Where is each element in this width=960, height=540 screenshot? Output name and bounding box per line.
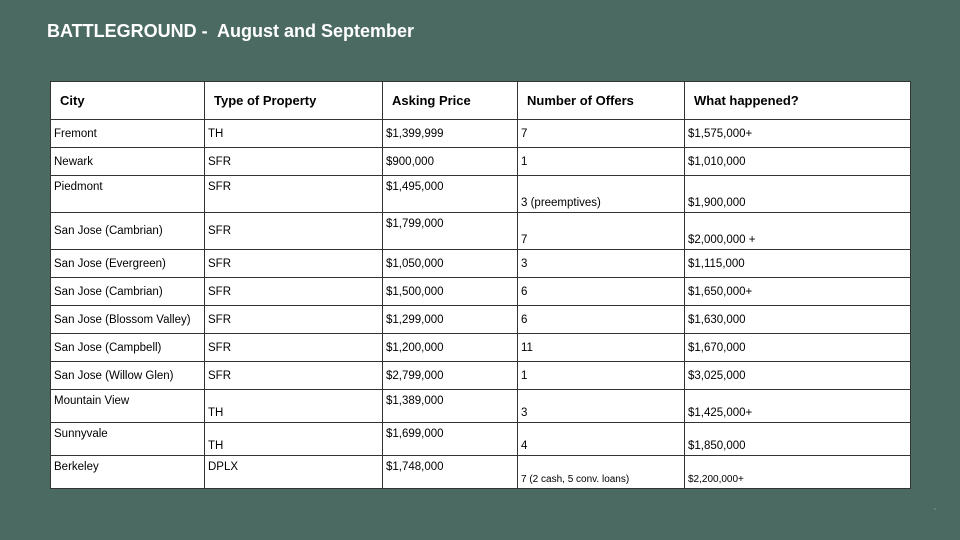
cell-offers: 4 xyxy=(518,423,685,456)
cell-asking-price: $900,000 xyxy=(383,148,518,176)
cell-outcome: $2,200,000+ xyxy=(685,456,911,489)
cell-offers: 6 xyxy=(518,306,685,334)
header-city: City xyxy=(51,82,205,120)
cell-outcome: $1,630,000 xyxy=(685,306,911,334)
cell-offers: 7 xyxy=(518,213,685,250)
cell-type: SFR xyxy=(205,362,383,390)
header-type-of-property: Type of Property xyxy=(205,82,383,120)
cell-outcome: $1,425,000+ xyxy=(685,390,911,423)
cell-asking-price: $1,799,000 xyxy=(383,213,518,250)
cell-offers: 1 xyxy=(518,362,685,390)
cell-asking-price: $1,200,000 xyxy=(383,334,518,362)
cell-outcome: $1,850,000 xyxy=(685,423,911,456)
cell-asking-price: $1,389,000 xyxy=(383,390,518,423)
cell-asking-price: $1,699,000 xyxy=(383,423,518,456)
cell-type: SFR xyxy=(205,334,383,362)
cell-type: TH xyxy=(205,423,383,456)
table-row xyxy=(51,334,911,362)
cell-offers: 7 xyxy=(518,120,685,148)
table-row xyxy=(51,423,911,456)
table-row xyxy=(51,120,911,148)
cell-type: DPLX xyxy=(205,456,383,489)
table-row xyxy=(51,250,911,278)
cell-city: San Jose (Cambrian) xyxy=(51,278,205,306)
cell-outcome: $1,670,000 xyxy=(685,334,911,362)
header-asking-price: Asking Price xyxy=(383,82,518,120)
cell-city: San Jose (Evergreen) xyxy=(51,250,205,278)
cell-asking-price: $1,500,000 xyxy=(383,278,518,306)
cell-offers: 3 xyxy=(518,250,685,278)
cell-city: Piedmont xyxy=(51,176,205,213)
cell-asking-price: $1,050,000 xyxy=(383,250,518,278)
cell-offers: 1 xyxy=(518,148,685,176)
header-number-of-offers: Number of Offers xyxy=(518,82,685,120)
cell-offers: 3 xyxy=(518,390,685,423)
results-table xyxy=(50,81,911,489)
cell-type: TH xyxy=(205,120,383,148)
cell-city: San Jose (Blossom Valley) xyxy=(51,306,205,334)
cell-city: San Jose (Cambrian) xyxy=(51,213,205,250)
cell-city: Berkeley xyxy=(51,456,205,489)
cell-city: Sunnyvale xyxy=(51,423,205,456)
table-row xyxy=(51,278,911,306)
table-row xyxy=(51,213,911,250)
cell-outcome: $2,000,000 + xyxy=(685,213,911,250)
cell-type: SFR xyxy=(205,306,383,334)
cell-offers: 6 xyxy=(518,278,685,306)
cell-city: Newark xyxy=(51,148,205,176)
table-row xyxy=(51,456,911,489)
cell-city: San Jose (Campbell) xyxy=(51,334,205,362)
cell-offers: 7 (2 cash, 5 conv. loans) xyxy=(518,456,685,489)
cell-asking-price: $1,399,999 xyxy=(383,120,518,148)
cell-outcome: $1,900,000 xyxy=(685,176,911,213)
cell-asking-price: $1,299,000 xyxy=(383,306,518,334)
table-row xyxy=(51,176,911,213)
table-row xyxy=(51,362,911,390)
table-row xyxy=(51,148,911,176)
cell-city: Fremont xyxy=(51,120,205,148)
slide-title: BATTLEGROUND - August and September xyxy=(47,21,415,41)
cell-outcome: $3,025,000 xyxy=(685,362,911,390)
cell-outcome: $1,115,000 xyxy=(685,250,911,278)
cell-type: SFR xyxy=(205,250,383,278)
cell-offers: 11 xyxy=(518,334,685,362)
cell-offers: 3 (preemptives) xyxy=(518,176,685,213)
table-row xyxy=(51,390,911,423)
cell-asking-price: $1,495,000 xyxy=(383,176,518,213)
cell-outcome: $1,650,000+ xyxy=(685,278,911,306)
cell-city: San Jose (Willow Glen) xyxy=(51,362,205,390)
cell-asking-price: $2,799,000 xyxy=(383,362,518,390)
cell-type: SFR xyxy=(205,213,383,250)
slide-marker-dot xyxy=(934,508,936,510)
table-header-row xyxy=(51,82,911,120)
header-what-happened: What happened? xyxy=(685,82,911,120)
cell-city: Mountain View xyxy=(51,390,205,423)
cell-type: TH xyxy=(205,390,383,423)
cell-type: SFR xyxy=(205,148,383,176)
cell-outcome: $1,010,000 xyxy=(685,148,911,176)
table-row xyxy=(51,306,911,334)
cell-type: SFR xyxy=(205,278,383,306)
cell-type: SFR xyxy=(205,176,383,213)
cell-asking-price: $1,748,000 xyxy=(383,456,518,489)
cell-outcome: $1,575,000+ xyxy=(685,120,911,148)
